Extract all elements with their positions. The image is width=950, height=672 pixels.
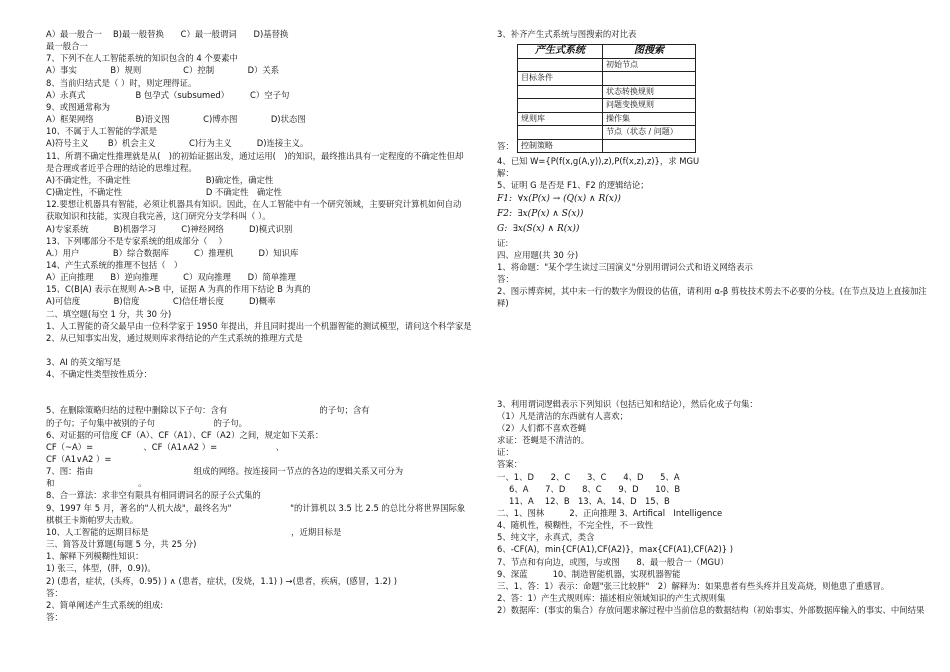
table-cell [518,99,603,113]
text-line: 4、不确定性类型按性质分： [46,369,152,380]
table-cell: 问题变换规则 [603,99,696,113]
text-line: 最一般合一 [46,41,88,52]
text-line: 7、图：指由 组成的网络。按连接同一节点的各边的逻辑关系又可分为 和 。 [46,466,487,489]
text-line: 1、解释下列模糊性知识： [46,551,144,562]
text-line: A)符号主义 B）机会主义 C)行为主义 D)连接主义。 [46,138,309,149]
text-line: 2) (患者，症状，(头疼，0.95) ) ∧ (患者，症状，(发烧，1.1) ) →(患者，疾病，(感冒，1.2) ) [46,575,397,586]
text-line: 12.要想让机器具有智能，必须让机器具有知识。因此，在人工智能中有一个研究领域，主要研究计算机如何自动获取知识和技能，实现自我完善，这门研究分支学科叫（ ）。 [46,199,462,222]
text-line: 10、人工智能的远期目标是 ，近期目标是 [46,526,342,537]
text-line: A）正向推理 B）逆向推理 C）双向推理 D）简单推理 [46,272,296,283]
text-line: 13、下列哪部分不是专家系统的组成部分（ ） [46,235,227,246]
text-line: CF（A1∨A2 ）= [46,454,112,464]
right-column [497,28,937,616]
text-line: 二、1、图林 2、正向推理 3、Artifical Intelligence [497,507,723,518]
text-line: 2）数据库：(事实的集合）存放问题求解过程中当前信息的数据结构（初始事实、外部数据库输入的事实、中间结果 [497,605,925,616]
text-line: 答： [497,274,514,285]
text-line: A）永真式 B 包孕式（subsumed） C）空子句 [46,89,290,100]
table-cell: 控制策略 [518,139,603,153]
text-line: 证： [497,447,514,458]
text-line: 1) 张三，体型，(胖，0.9))。 [46,563,156,574]
text-line: 6、-CF(A)，min{CF(A1),CF(A2)}，max{CF(A1),CF(A2)} ) [497,544,734,555]
text-line: 8、合一算法：求非空有限具有相同谓词名的原子公式集的 [46,490,261,501]
text-line: 答： [46,587,63,598]
text-line: 9、或图通常称为 [46,101,110,112]
text-line: 15、C(B|A) 表示在规则 A->B 中，证据 A 为真的作用下结论 B 为真的 [46,284,311,295]
text-line: 3、AI 的英文缩写是 [46,357,121,368]
text-line: 14、产生式系统的推理不包括（ ） [46,259,183,270]
table-cell [603,72,696,86]
text-line: 4、已知 W={P(f(x,g(A,y)),z),P(f(x,z),z)}，求 MGU [497,156,700,167]
table-cell: 状态转换规则 [603,85,696,99]
text-line: 7、节点和有向边，或图，与或图 8、最一般合一（MGU） [497,556,729,567]
section-heading: 二、填空题(每空 1 分，共 30 分) [46,308,172,319]
table-header: 图搜索 [603,45,696,59]
text-line: 答案： [497,459,523,470]
comparison-table-wrap [497,44,937,153]
formula-f1: F1: ∀x(P(x) → (Q(x) ∧ R(x)) [497,193,621,204]
table-cell: 初始节点 [603,58,696,72]
left-column [46,28,487,623]
formula-g: G: ∃x(S(x) ∧ R(x)) [497,223,580,234]
text-line: A）事实 B）规则 C）控制 D）关系 [46,65,280,76]
text-line: 6、对证据的可信度 CF（A）、CF（A1）、CF（A2）之间，规定如下关系： [46,429,324,440]
text-line: A)不确定性，不确定性 B)确定性，确定性 [46,174,274,185]
table-cell [518,126,603,140]
table-cell: 节点（状态 / 问题） [603,126,696,140]
text-line: 10、不属于人工智能的学派是 [46,126,158,137]
text-line: 6、A 7、D 8、C 9、D 10、B [509,483,681,494]
text-line: 9、1997 年 5 月，著名的"人机大战"，最终名为" "的计算机以 3.5 比 2.5 的总比分将世界国际象棋棋王卡斯帕罗夫击败。 [46,502,466,525]
text-line: CF（~A）= 、CF（A1∧A2 ）= 、 [46,441,285,452]
text-line: 2、简单阐述产生式系统的组成: [46,599,164,610]
comparison-table [517,44,696,153]
text-line: 证: [497,237,509,248]
text-line: 5、纯文字，永真式，类含 [497,532,595,543]
text-line: 三、1、答：1）表示：命题"张三比较胖" 2）解释为：如果患者有些头疼并且发高烧，则他患了重感冒。 [497,580,890,591]
text-line: 2、答：1）产生式规则库：描述相应领域知识的产生式规则集 [497,593,726,604]
text-line: A)可信度 B)信度 C)信任增长度 D)概率 [46,296,276,307]
text-line: C)确定性，不确定性 D 不确定性 确定性 [46,187,282,198]
text-line: 5、证明 G 是否是 F1、F2 的逻辑结论； [497,180,649,191]
text-line: 8、当前归结式是（ ）时，则定理得证。 [46,77,197,88]
text-line: A）框架网络 B)语义图 C)博亦图 D)状态图 [46,114,306,125]
text-line: 求证：苍蝇是不清洁的。 [497,435,590,446]
answer-label: 答： [497,141,514,152]
text-line: A）最一般合一 B)最一般替换 C）最一般谓词 D)基替换 [46,29,289,39]
table-cell: 操作集 [603,112,696,126]
table-cell [518,85,603,99]
table-cell [603,139,696,153]
text-line: 5、在删除策略归结的过程中删除以下子句：含有 的子句；含有 的子句；子句集中被别的子句 的子句。 [46,405,462,428]
section-heading: 四、应用题(共 30 分) [497,249,579,260]
text-line: 3、补齐产生式系统与图搜索的对比表 [497,29,637,39]
text-line: 7、下列不在人工智能系统的知识包含的 4 个要素中 [46,53,238,64]
text-line: （1）凡是清洁的东西就有人喜欢； [497,410,628,421]
text-line: 4、随机性，模糊性，不完全性，不一致性 [497,520,654,531]
text-line: 2、图示博弈树，其中末一行的数字为假设的估值，请利用 α-β 剪枝技术剪去不必要的分枝。(在节点及边上直接加注释) [497,286,927,309]
table-cell: 规则库 [518,112,603,126]
formula-f2: F2: ∃x(P(x) ∧ S(x)) [497,208,584,219]
text-line: 11、所谓不确定性推理就是从( )的初始证据出发，通过运用( )的知识，最终推出具有一定程度的不确定性但却是合理或者近乎合理的结论的思维过程。 [46,150,464,173]
text-line: 答： [46,612,63,623]
text-line: 一、1、D 2、C 3、C 4、D 5、A [497,471,680,482]
text-line: 2、从已知事实出发，通过规则库求得结论的产生式系统的推理方式是 [46,332,303,343]
text-line: （2）人们都不喜欢苍蝇 [497,422,587,433]
text-line: 1、人工智能的奇父最早由一位科学家于 1950 年提出，并且同时提出一个机器智能的测试模型，请问这个科学家是 [46,320,472,331]
table-cell: 目标条件 [518,72,603,86]
text-line: A)专家系统 B)机器学习 C)神经网络 D)模式识别 [46,223,293,234]
text-line: 11、A 12、B 13、A、14、D 15、B [509,495,670,506]
text-line: 1、将命题："某个学生读过三国演义"分别用谓词公式和语义网络表示 [497,261,753,272]
text-line: 解： [497,168,514,179]
table-cell [518,58,603,72]
text-line: 3、利用谓词逻辑表示下列知识（包括已知和结论），然后化成子句集： [497,398,758,409]
text-line: 9、深蓝 10、制造智能机器，实现机器智能 [497,568,681,579]
text-line: A.）用户 B）综合数据库 C）推理机 D）知识库 [46,247,299,258]
section-heading: 三、简答及计算题(每题 5 分，共 25 分) [46,539,197,550]
table-header: 产生式系统 [518,45,603,59]
